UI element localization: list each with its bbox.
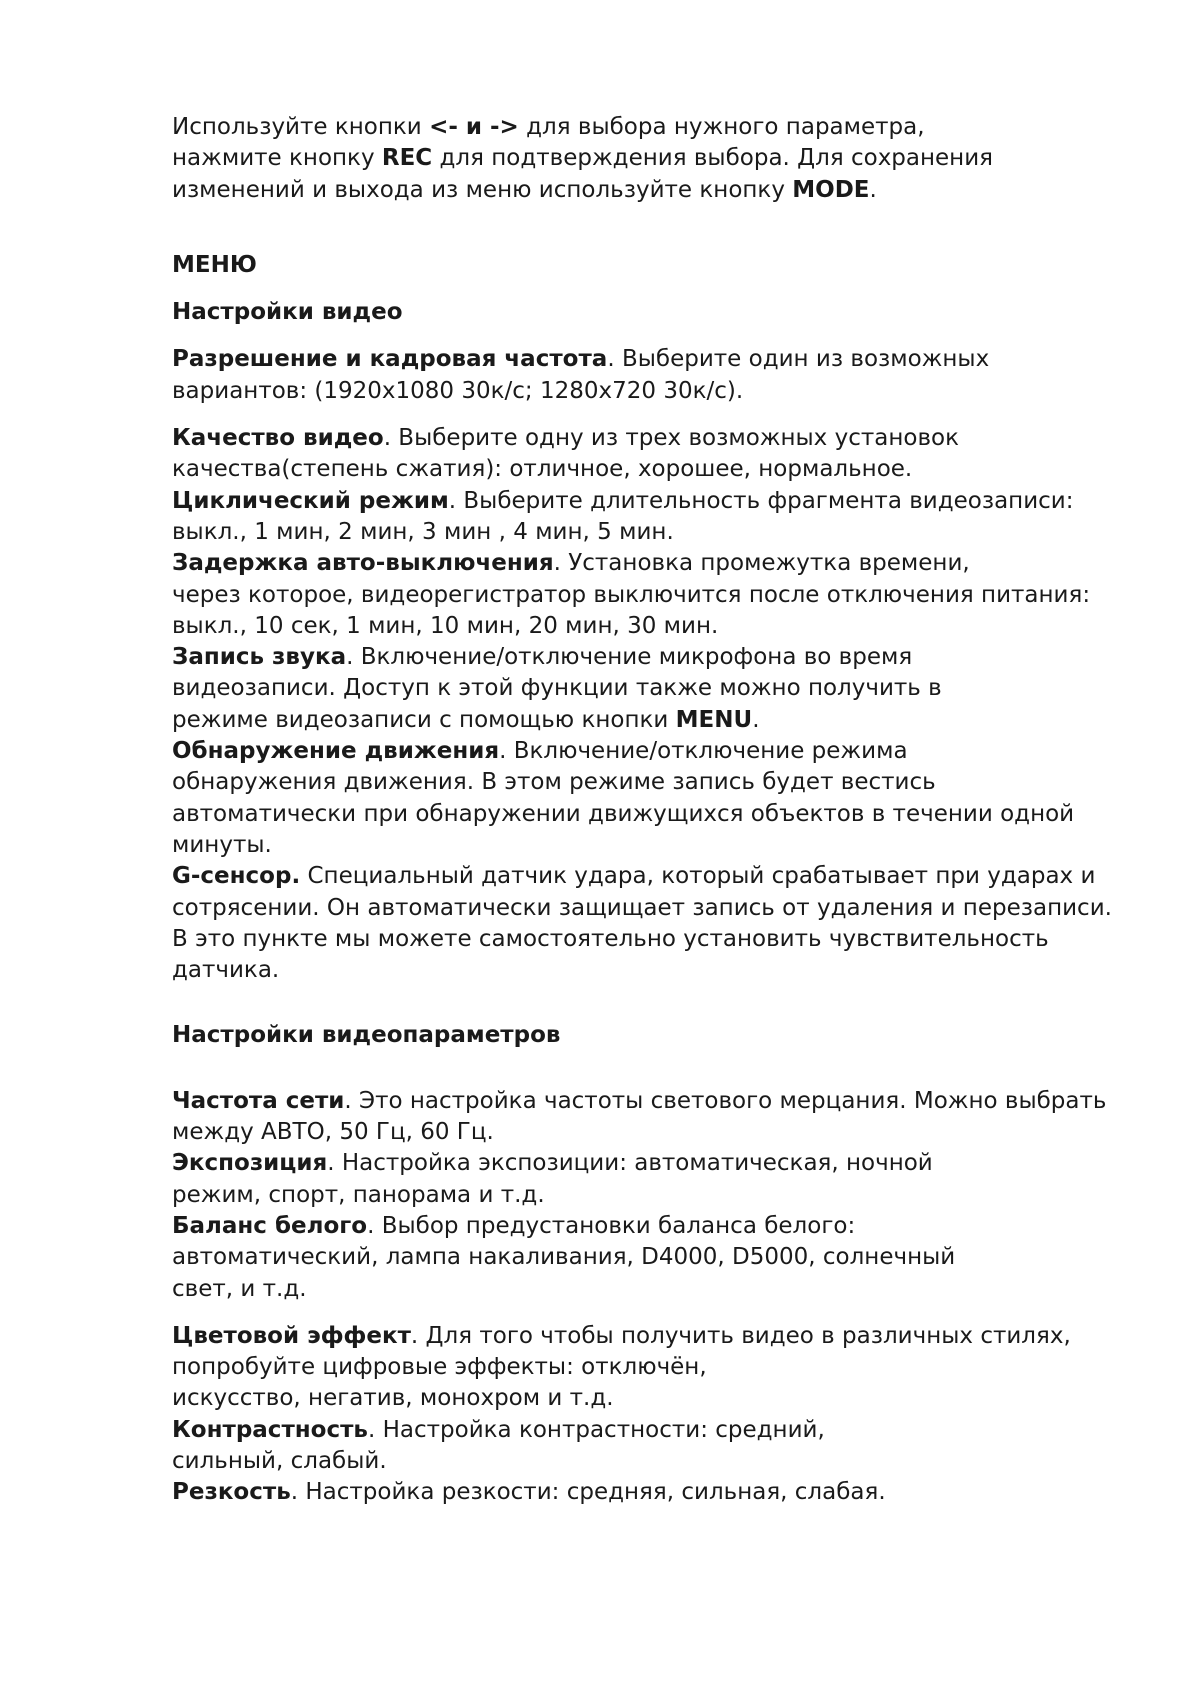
intro-line-2: нажмите кнопку REC для подтверждения выбора. Для сохранения bbox=[172, 145, 994, 172]
auto-off-item: Задержка авто-выключения. Установка промежутка времени, через которое, видеорегистратор выключится после отключения питания: выкл., 10 сек, 1 мин, 10 мин, 20 мин, 30 мин. bbox=[172, 550, 1091, 639]
white-balance-item: Баланс белого. Выбор предустановки баланса белого: автоматический, лампа накаливания, D4000, D5000, солнечный свет, и т.д. bbox=[172, 1212, 956, 1302]
contrast-label: Контрастность bbox=[172, 1416, 368, 1443]
mode-button-label: MODE bbox=[792, 176, 870, 203]
resolution-label: Разрешение и кадровая частота bbox=[172, 346, 608, 373]
resolution-item: Разрешение и кадровая частота. Выберите один из возможных вариантов: (1920x1080 30к/с; 1280x720 30к/с). bbox=[172, 346, 990, 404]
loop-item: Циклический режим. Выберите длительность фрагмента видеозаписи: выкл., 1 мин, 2 мин, 3 мин , 4 мин, 5 мин. bbox=[172, 487, 1074, 545]
intro-line-1: Используйте кнопки <- и -> для выбора нужного параметра, bbox=[172, 114, 925, 140]
exposure-item: Экспозиция. Настройка экспозиции: автоматическая, ночной режим, спорт, панорама и т.д. bbox=[172, 1150, 933, 1208]
loop-label: Циклический режим bbox=[172, 487, 449, 514]
motion-label: Обнаружение движения bbox=[172, 738, 500, 765]
frequency-label: Частота сети bbox=[172, 1087, 345, 1114]
contrast-item: Контрастность. Настройка контрастности: средний, сильный, слабый. bbox=[172, 1416, 825, 1474]
sharpness-label: Резкость bbox=[172, 1479, 291, 1506]
audio-label: Запись звука bbox=[172, 644, 347, 671]
video-settings-title: Настройки видео bbox=[172, 299, 403, 326]
document-page bbox=[172, 112, 1132, 1509]
motion-item: Обнаружение движения. Включение/отключение режима обнаружения движения. В этом режиме запись будет вестись автоматически при обнаружении движущихся объектов в течении одной минуты. bbox=[172, 738, 1075, 858]
frequency-item: Частота сети. Это настройка частоты светового мерцания. Можно выбрать между АВТО, 50 Гц, 60 Гц. bbox=[172, 1087, 1107, 1146]
color-effect-label: Цветовой эффект bbox=[172, 1322, 411, 1349]
menu-title: МЕНЮ bbox=[172, 251, 257, 278]
sharpness-item: Резкость. Настройка резкости: средняя, сильная, слабая. bbox=[172, 1479, 886, 1506]
quality-item: Качество видео. Выберите одну из трех возможных установок качества(степень сжатия): отличное, хорошее, нормальное. bbox=[172, 425, 959, 483]
audio-item: Запись звука. Включение/отключение микрофона во время видеозаписи. Доступ к этой функции также можно получить в режиме видеозаписи с помощью кнопки MENU. bbox=[172, 644, 942, 733]
video-params-title: Настройки видеопараметров bbox=[172, 1022, 561, 1049]
intro-line-3: изменений и выхода из меню используйте кнопку MODE. bbox=[172, 176, 877, 203]
color-effect-item: Цветовой эффект. Для того чтобы получить видео в различных стилях, попробуйте цифровые эффекты: отключён, искусство, негатив, монохром и т.д. bbox=[172, 1322, 1071, 1412]
auto-off-label: Задержка авто-выключения bbox=[172, 550, 554, 577]
exposure-label: Экспозиция bbox=[172, 1150, 328, 1177]
gsensor-item: G-сенсор. Специальный датчик удара, который срабатывает при ударах и сотрясении. Он автоматически защищает запись от удаления и перезаписи. В это пункте мы можете самостоятельно установить чувствительность датчика. bbox=[172, 863, 1112, 984]
menu-button-label: MENU bbox=[675, 706, 753, 733]
rec-button-label: REC bbox=[381, 145, 433, 172]
white-balance-label: Баланс белого bbox=[172, 1212, 368, 1239]
quality-label: Качество видео bbox=[172, 425, 384, 452]
gsensor-label: G-сенсор. bbox=[172, 863, 301, 890]
nav-buttons-label: <- и -> bbox=[429, 114, 519, 140]
